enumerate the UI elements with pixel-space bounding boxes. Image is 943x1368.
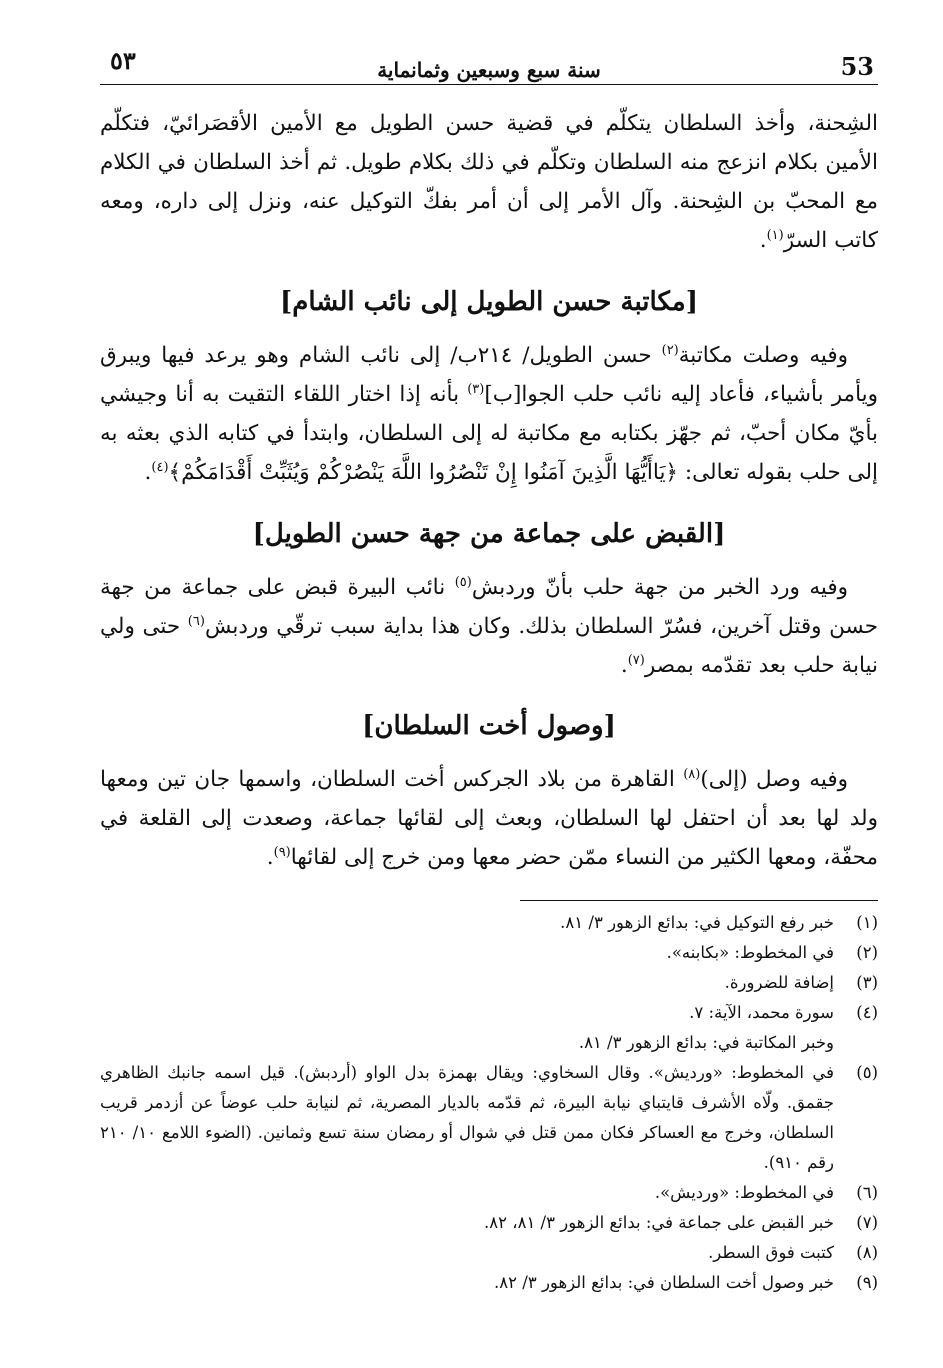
footnote-text: كتبت فوق السطر. bbox=[708, 1243, 834, 1262]
footnote-number: (١) bbox=[856, 913, 878, 932]
page-header bbox=[100, 44, 878, 85]
footnote-number: (٦) bbox=[856, 1183, 878, 1202]
paragraph-hasan-letter: وفيه وصلت مكاتبة$^{(٢)}$ حسن الطويل/ ٢١٤ب/ إلى نائب الشام وهو يرعد فيها ويبرق ويأمر بأشياء، فأعاد إليه نائب حلب الجوا[ب]$^{(٣)}$ بأنه إذا اختار اللقاء التقيت به أنا وجيشي بأيّ مكان أحبّ، ثم جهّز بكتابه مع مكاتبة له إلى السلطان، وابتدأ في كتابه الذي بعثه به إلى حلب بقوله تعالى: ﴿يَاأَيُّهَا الَّذِينَ آمَنُوا إِنْ تَنْصُرُوا اللَّهَ يَنْصُرْكُمْ وَيُثَبِّتْ أَقْدَامَكُمْ﴾$^{(٤)}$. bbox=[100, 342, 878, 485]
footnote-text: خبر وصول أخت السلطان في: بدائع الزهور ٣/ ٨٢. bbox=[494, 1273, 834, 1292]
footnote-ref[interactable]: (٣) bbox=[467, 381, 485, 397]
footnote-item bbox=[100, 1268, 878, 1298]
footnote-text: في المخطوط: «ورديش». bbox=[654, 1183, 834, 1202]
footnote-text: خبر رفع التوكيل في: بدائع الزهور ٣/ ٨١. bbox=[560, 913, 834, 932]
footnote-number: (٣) bbox=[856, 973, 878, 992]
footnote-ref[interactable]: (٨) bbox=[683, 766, 701, 782]
footnote-text: سورة محمد، الآية: ٧. bbox=[689, 1003, 834, 1022]
footnote-ref[interactable]: (١) bbox=[766, 227, 784, 243]
footnotes bbox=[100, 908, 878, 1298]
footnote-item bbox=[100, 1208, 878, 1238]
section-title-hasan-letter: [مكاتبة حسن الطويل إلى نائب الشام] bbox=[279, 287, 699, 317]
footnote-number: (٨) bbox=[856, 1243, 878, 1262]
page-number-arabic: ٥٣ bbox=[110, 46, 136, 75]
footnote-number: (٥) bbox=[856, 1063, 878, 1082]
footnote-ref[interactable]: (٧) bbox=[627, 652, 645, 668]
footnote-ref[interactable]: (٩) bbox=[273, 844, 291, 860]
footnote-number: (٤) bbox=[856, 1003, 878, 1022]
section-title-sister: [وصول أخت السلطان] bbox=[362, 711, 616, 741]
footnote-ref[interactable]: (٥) bbox=[454, 574, 472, 590]
section-title-arrest: [القبض على جماعة من جهة حسن الطويل] bbox=[252, 519, 726, 549]
paragraph-opening: الشِحنة، وأخذ السلطان يتكلّم في قضية حسن الطويل مع الأمين الأقصَرائيّ، فتكلّم الأمين بكلام انزعج منه السلطان وتكلّم في ذلك بكلام طويل. ثم أخذ السلطان في الكلام مع المحبّ بن الشِحنة. وآل الأمر إلى أن أمر بفكّ التوكيل عنه، ونزل إلى داره، ومعه كاتب السرّ$^{(١)}$. bbox=[100, 111, 878, 253]
footnote-item bbox=[100, 998, 878, 1028]
footnote-item bbox=[100, 968, 878, 998]
footnote-ref[interactable]: (٤) bbox=[151, 459, 169, 475]
footnote-item bbox=[100, 1238, 878, 1268]
footnote-continuation: وخبر المكاتبة في: بدائع الزهور ٣/ ٨١. bbox=[578, 1033, 834, 1052]
footnote-number: (٧) bbox=[856, 1213, 878, 1232]
footnote-item bbox=[100, 1178, 878, 1208]
running-title: سنة سبع وسبعين وثمانماية bbox=[377, 58, 601, 82]
footnote-number: (٢) bbox=[856, 943, 878, 962]
page-number-latin: 53 bbox=[840, 52, 874, 81]
footnote-text: في المخطوط: «ورديش». وقال السخاوي: ويقال بهمزة بدل الواو (أردبش). قيل اسمه جانبك الظاهري جقمق. ولّاه الأشرف قايتباي نيابة البيرة، ثم قدّمه بالديار المصرية، ثم لنيابة حلب عوضاً عن أزدمر قريب السلطان، وخرج مع العساكر فكان ممن قتل في شوال أو رمضان سنة تسع وثمانين. (الضوء اللامع ١٠/ ٢١٠ رقم ٩١٠). bbox=[100, 1063, 834, 1172]
footnote-text: خبر القبض على جماعة في: بدائع الزهور ٣/ ٨١، ٨٢. bbox=[484, 1213, 834, 1232]
footnote-item bbox=[100, 938, 878, 968]
footnote-ref[interactable]: (٦) bbox=[187, 613, 205, 629]
footnote-divider bbox=[520, 900, 878, 901]
footnote-item bbox=[100, 1058, 878, 1178]
footnote-ref[interactable]: (٢) bbox=[661, 342, 679, 358]
footnote-item bbox=[100, 908, 878, 938]
footnote-number: (٩) bbox=[856, 1273, 878, 1292]
paragraph-sister: وفيه وصل (إلى)$^{(٨)}$ القاهرة من بلاد الجركس أخت السلطان، واسمها جان تين ومعها ولد لها بعد أن احتفل لها السلطان، وبعث إلى لقائها جماعة، وصعدت إلى القلعة في محفّة، ومعها الكثير من النساء ممّن حضر معها ومن خرج إلى لقائها$^{(٩)}$. bbox=[100, 766, 878, 870]
footnote-text: إضافة للضرورة. bbox=[724, 973, 834, 992]
paragraph-arrest: وفيه ورد الخبر من جهة حلب بأنّ وردبش$^{(٥)}$ نائب البيرة قبض على جماعة من جهة حسن وقتل آخرين، فسُرّ السلطان بذلك. وكان هذا بداية سبب ترقّي وردبش$^{(٦)}$ حتى ولي نيابة حلب بعد تقدّمه بمصر$^{(٧)}$. bbox=[100, 574, 878, 678]
footnote-text: في المخطوط: «بكابنه». bbox=[666, 943, 834, 962]
